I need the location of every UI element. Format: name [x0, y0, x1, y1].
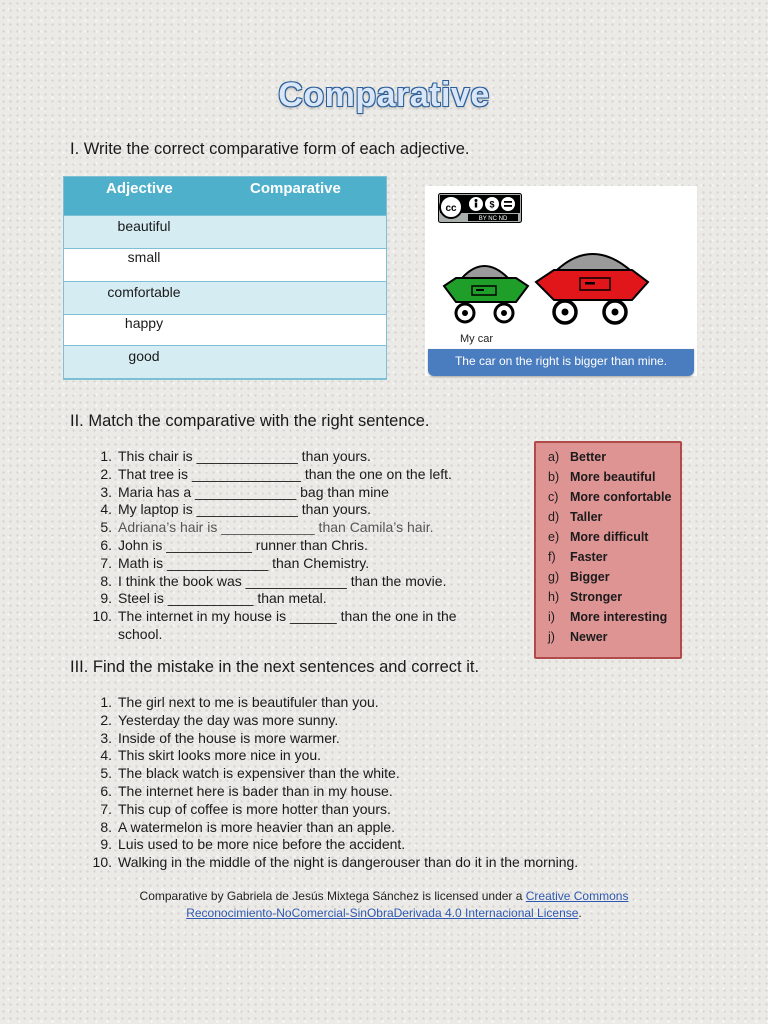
list-item: 3. Inside of the house is more warmer.	[100, 729, 340, 746]
svg-text:$: $	[489, 199, 495, 210]
option-item: f) Faster	[548, 550, 608, 564]
adjective-cell: good	[128, 348, 160, 364]
match-sentences-list	[92, 448, 512, 644]
list-item: 9. Luis used to be more nice before the accident.	[100, 836, 406, 853]
table-row	[64, 313, 386, 345]
option-item: j) Newer	[548, 630, 608, 644]
svg-text:cc: cc	[445, 203, 457, 214]
cc-license-icon	[438, 193, 522, 223]
list-item: 2. That tree is ______________ than the one on the left.	[100, 465, 452, 482]
list-item: 7. This cup of coffee is more hotter than yours.	[100, 800, 391, 817]
list-item: 10. The internet in my house is ______ than the one in the school.	[92, 608, 457, 642]
option-item: i) More interesting	[548, 610, 668, 624]
big-red-car	[536, 254, 648, 323]
adjective-cell: happy	[124, 315, 164, 331]
table-row	[64, 215, 386, 249]
header-comparative: Comparative	[250, 180, 341, 197]
my-car-label: My car	[460, 333, 493, 345]
license-prefix: Comparative by Gabriela de Jesús Mixtega Sánchez is licensed under a	[139, 889, 526, 903]
license-link[interactable]: Reconocimiento-NoComercial-SinObraDerivada 4.0 Internacional License	[186, 906, 579, 920]
list-item: 7. Math is _____________ than Chemistry.	[100, 554, 370, 571]
adjective-cell: comfortable	[107, 284, 181, 300]
option-item: g) Bigger	[548, 570, 610, 584]
list-item: 1. This chair is _____________ than yours.	[100, 448, 371, 464]
table-row	[64, 281, 386, 315]
list-item: 8. A watermelon is more heavier than an apple.	[100, 818, 396, 835]
list-item: 9. Steel is ___________ than metal.	[100, 590, 327, 607]
table-row	[64, 247, 386, 279]
list-item: 6. The internet here is bader than in my house.	[100, 782, 393, 799]
list-item: 8. I think the book was _____________ than the movie.	[100, 572, 447, 589]
option-item: d) Taller	[548, 510, 603, 524]
adjective-cell: beautiful	[117, 218, 171, 234]
list-item: 6. John is ___________ runner than Chris.	[100, 536, 368, 553]
image-caption: The car on the right is bigger than mine.	[428, 349, 694, 376]
cars-illustration	[432, 240, 662, 332]
list-item: 10. Walking in the middle of the night is dangerouser than do it in the morning.	[92, 854, 579, 871]
list-item: 5. The black watch is expensiver than the white.	[100, 765, 400, 782]
header-adjective: Adjective	[106, 180, 173, 197]
option-item: h) Stronger	[548, 590, 623, 604]
adjective-table	[63, 176, 387, 380]
option-item: c) More confortable	[548, 490, 672, 504]
option-item: e) More difficult	[548, 530, 649, 544]
license-notice	[0, 888, 768, 922]
list-item: 3. Maria has a _____________ bag than mine	[100, 483, 389, 500]
table-row	[64, 345, 386, 379]
list-item: 5. Adriana’s hair is ____________ than Camila’s hair.	[100, 519, 434, 536]
answer-options-box	[534, 441, 682, 659]
worksheet-title: Comparative	[278, 76, 490, 114]
license-suffix: .	[578, 906, 582, 920]
mistake-sentences-list	[92, 694, 652, 872]
table-header	[64, 177, 386, 215]
adjective-cell: small	[127, 249, 161, 265]
list-item: 1. The girl next to me is beautifuler than you.	[100, 694, 379, 710]
small-green-car	[444, 266, 528, 322]
section2-heading: II. Match the comparative with the right sentence.	[70, 412, 430, 430]
cc-badge-text: BY NC ND	[478, 216, 508, 222]
list-item: 4. This skirt looks more nice in you.	[100, 747, 322, 764]
option-item: a) Better	[548, 450, 607, 464]
section1-heading: I. Write the correct comparative form of each adjective.	[70, 140, 470, 158]
creative-commons-link[interactable]: Creative Commons	[525, 889, 629, 903]
list-item: 4. My laptop is _____________ than yours.	[100, 501, 371, 518]
section3-heading: III. Find the mistake in the next sentences and correct it.	[70, 658, 480, 676]
list-item: 2. Yesterday the day was more sunny.	[100, 711, 339, 728]
option-item: b) More beautiful	[548, 470, 656, 484]
